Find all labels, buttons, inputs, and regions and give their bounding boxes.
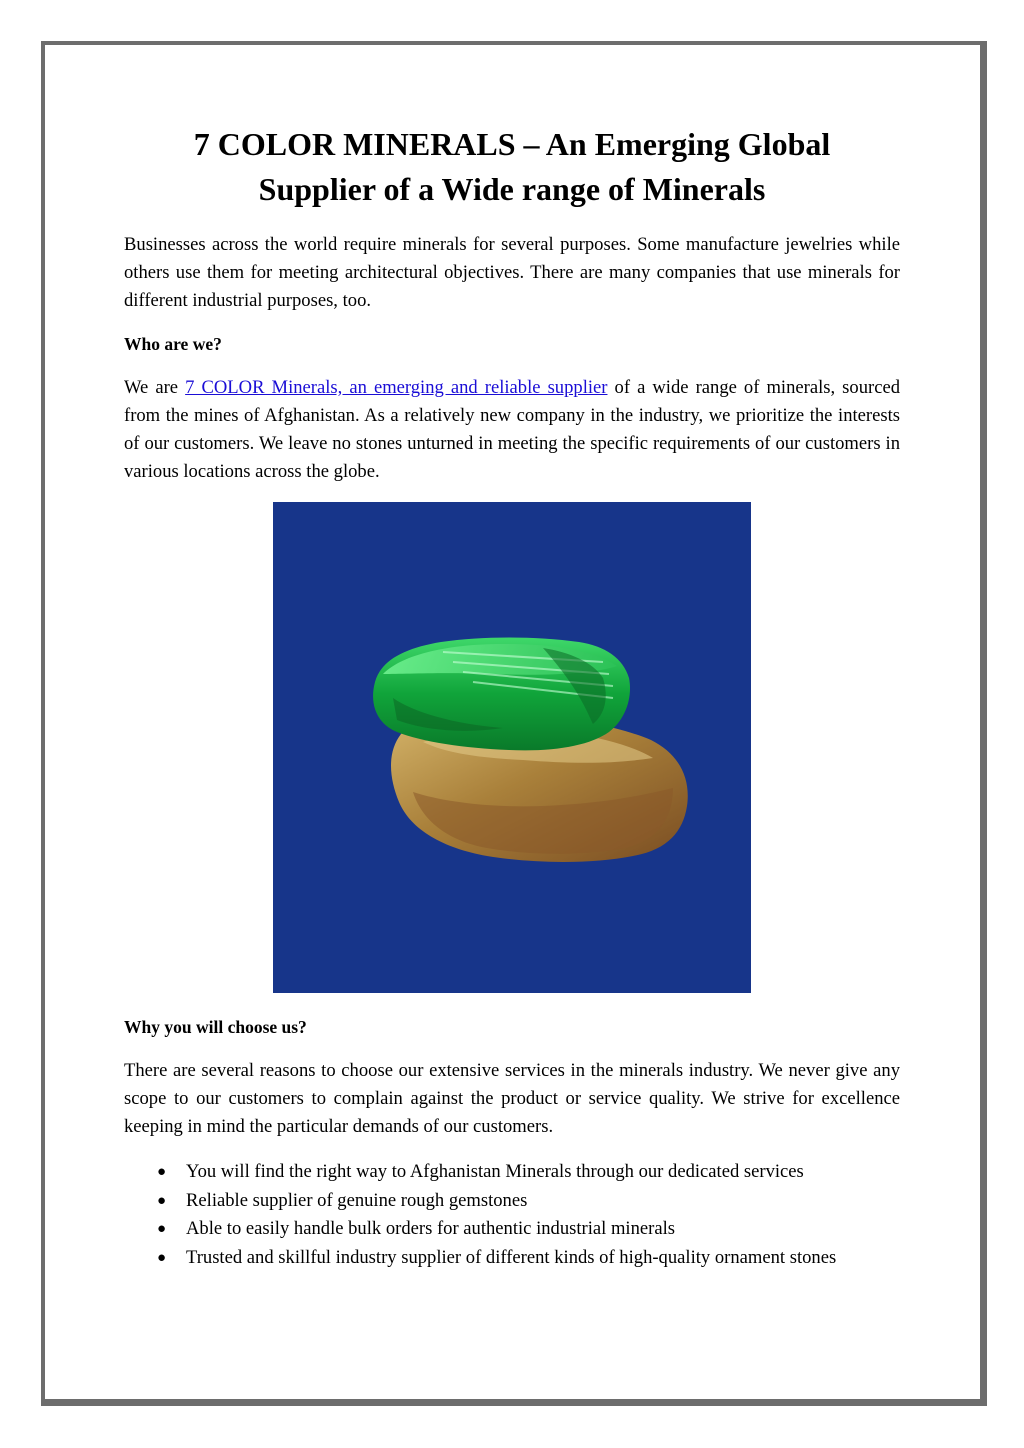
why-choose-us-heading: Why you will choose us? xyxy=(124,1017,307,1037)
title-line-1: 7 COLOR MINERALS – An Emerging Global xyxy=(193,126,831,162)
bullet-icon: ● xyxy=(157,1164,167,1180)
why-choose-us-paragraph: There are several reasons to choose our extensive services in the minerals industry. We never give any scope to our customers to complain against the product or service quality. We strive for excellence keeping in mind the particular demands of our customers. xyxy=(124,1060,900,1137)
intro-paragraph: Businesses across the world require minerals for several purposes. Some manufacture jewelries while others use them for meeting architectural objectives. There are many companies that use minerals for different industrial purposes, too. xyxy=(124,234,900,311)
list-item-text: Trusted and skillful industry supplier of different kinds of high-quality ornament stones xyxy=(186,1247,837,1269)
bullet-icon: ● xyxy=(157,1250,167,1267)
who-are-we-paragraph xyxy=(124,374,900,486)
title-line-2: Supplier of a Wide range of Minerals xyxy=(258,171,766,207)
emerald-crystal-illustration xyxy=(273,502,751,993)
who-text-before: We are xyxy=(124,377,186,398)
list-item xyxy=(124,1187,900,1216)
page-title xyxy=(124,122,900,212)
list-item xyxy=(124,1215,900,1244)
reasons-list xyxy=(124,1158,900,1273)
list-item-text: You will find the right way to Afghanistan Minerals through our dedicated services xyxy=(186,1161,804,1182)
who-text-after: of a wide range of minerals, sourced from the mines of Afghanistan. As a relatively new company in the industry, we prioritize the interests of our customers. We leave no stones unturned in meeting the specific requirements of our customers in various locations across the globe. xyxy=(124,377,901,482)
list-item-text: Reliable supplier of genuine rough gemstones xyxy=(186,1189,528,1211)
list-item xyxy=(124,1158,900,1187)
list-item xyxy=(124,1244,900,1273)
who-are-we-heading: Who are we? xyxy=(124,334,222,354)
bullet-icon: ● xyxy=(157,1192,167,1209)
list-item-text: Able to easily handle bulk orders for authentic industrial minerals xyxy=(186,1218,675,1240)
bullet-icon: ● xyxy=(157,1221,167,1238)
emerald-mineral-image xyxy=(273,502,751,993)
supplier-link[interactable]: 7 COLOR Minerals, an emerging and reliable supplier xyxy=(185,377,608,398)
